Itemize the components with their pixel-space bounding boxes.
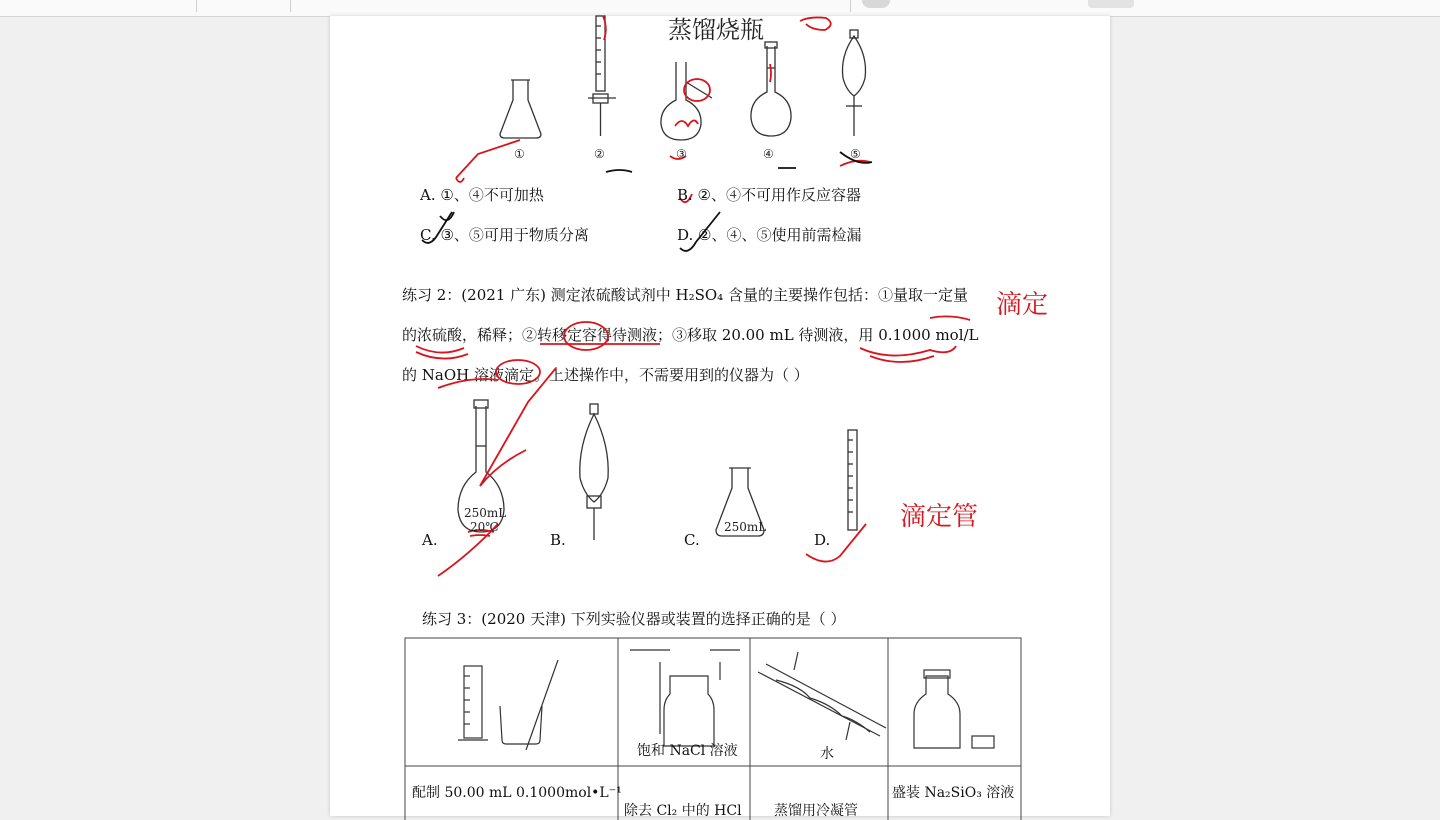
toolbar-button[interactable]	[1088, 0, 1134, 8]
toolbar-round-button[interactable]	[862, 0, 890, 8]
practice2-line1: 练习 2：(2021 广东) 测定浓硫酸试剂中 H₂SO₄ 含量的主要操作包括：①量取一定量	[402, 286, 968, 304]
condenser	[758, 672, 880, 736]
label-number-3: ③	[676, 147, 687, 161]
row2-cell-b: 除去 Cl₂ 中的 HCl	[624, 803, 742, 819]
practice3-table	[330, 16, 1110, 816]
label-number-1: ①	[514, 147, 525, 161]
label-number-4: ④	[763, 147, 774, 161]
beaker	[500, 706, 542, 744]
row2-cell-d: 盛装 Na₂SiO₃ 溶液	[892, 785, 1015, 801]
practice2-line2: 的浓硫酸，稀释；②转移定容得待测液；③移取 20.00 mL 待测液，用 0.1000 mol/L	[402, 326, 979, 344]
handwritten-note-burette: 滴定管	[900, 502, 979, 532]
option-c-text: C. ③、⑤可用于物质分离	[420, 226, 589, 244]
row2-cell-c: 蒸馏用冷凝管	[774, 803, 858, 819]
toolbar-separator	[850, 0, 851, 12]
practice2-line3: 的 NaOH 溶液滴定。上述操作中，不需要用到的仪器为（ ）	[402, 366, 809, 384]
practice2-option-d: D.	[814, 531, 831, 549]
figure-a-label-volume: 250mL	[464, 506, 507, 520]
row2-cell-a: 配制 50.00 mL 0.1000mol•L⁻¹	[412, 785, 622, 801]
figure-c-label-volume: 250mL	[724, 520, 767, 534]
option-a-text: A. ①、④不可加热	[420, 186, 544, 204]
toolbar-separator	[290, 0, 291, 12]
handwritten-note-titration: 滴定	[996, 290, 1049, 320]
cell-c-caption: 水	[820, 746, 834, 762]
label-number-2: ②	[594, 147, 605, 161]
option-d-text: D. ②、④、⑤使用前需检漏	[677, 226, 862, 244]
gas-washing-bottle	[664, 676, 714, 746]
handwritten-note-distillation-flask: 蒸馏烧瓶	[668, 16, 764, 44]
practice2-option-a: A.	[422, 531, 438, 549]
label-number-5: ⑤	[850, 147, 861, 161]
practice2-option-c: C.	[684, 531, 700, 549]
figure-a-label-temperature: 20℃	[470, 520, 499, 534]
document-page	[330, 16, 1110, 819]
bottle-stopper	[972, 736, 994, 748]
reagent-bottle	[914, 676, 960, 748]
graduated-cylinder	[464, 666, 482, 738]
toolbar-separator	[196, 0, 197, 12]
option-b-text: B. ②、④不可用作反应容器	[677, 186, 862, 204]
practice3-title: 练习 3：(2020 天津) 下列实验仪器或装置的选择正确的是（ ）	[422, 610, 846, 628]
practice2-option-b: B.	[550, 531, 566, 549]
cell-b-caption: 饱和 NaCl 溶液	[637, 743, 738, 759]
